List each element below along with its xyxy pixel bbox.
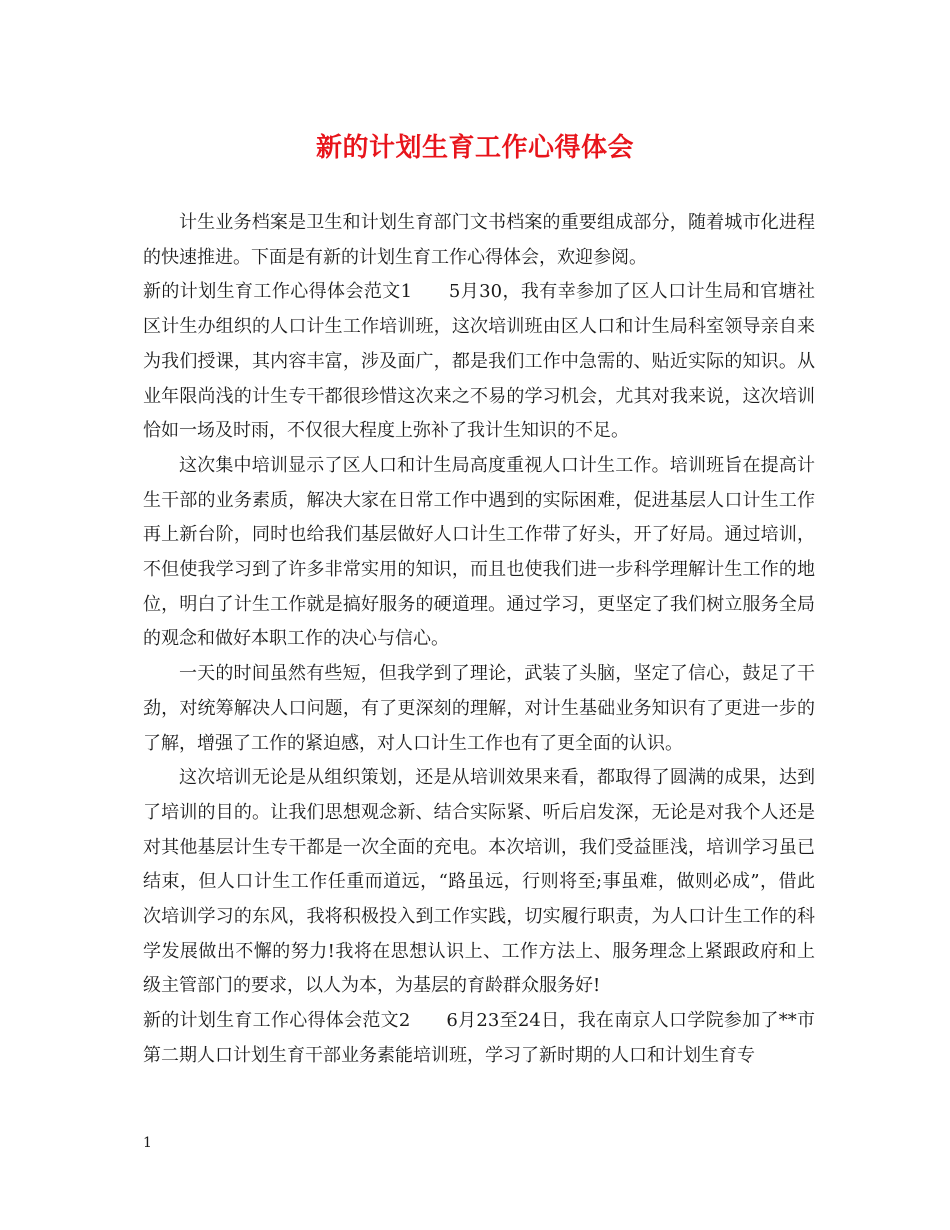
paragraph-sample-1: [143, 275, 815, 449]
section-label-sample-2: 新的计划生育工作心得体会范文2: [143, 1010, 411, 1032]
label-spacer: [412, 281, 449, 302]
paragraph-training-significance: 这次集中培训显示了区人口和计生局高度重视人口计生工作。培训班旨在提高计生干部的业务素质，解决大家在日常工作中遇到的实际困难，促进基层人口计生工作再上新台阶，同时也给我们基层做好人口计生工作带了好头，开了好局。通过培训，不但使我学习到了许多非常实用的知识，而且也使我们进一步科学理解计生工作的地位，明白了计生工作就是搞好服务的硬道理。通过学习，更坚定了我们树立服务全局的观念和做好本职工作的决心与信心。: [143, 454, 815, 650]
paragraph-intro: 计生业务档案是卫生和计划生育部门文书档案的重要组成部分，随着城市化进程的快速推进。下面是有新的计划生育工作心得体会，欢迎参阅。: [143, 212, 815, 268]
paragraph-sample-1-text: 5月30，我有幸参加了区人口计生局和官塘社区计生办组织的人口计生工作培训班，这次培训班由区人口和计生局科室领导亲自来为我们授课，其内容丰富，涉及面广，都是我们工作中急需的、贴近实际的知识。从业年限尚浅的计生专干都很珍惜这次来之不易的学习机会，尤其对我来说，这次培训恰如一场及时雨，不仅很大程度上弥补了我计生知识的不足。: [143, 281, 815, 442]
section-label-sample-1: 新的计划生育工作心得体会范文1: [143, 281, 413, 303]
paragraph-training-results: 这次培训无论是从组织策划，还是从培训效果来看，都取得了圆满的成果，达到了培训的目的。让我们思想观念新、结合实际紧、听后启发深，无论是对我个人还是对其他基层计生专干都是一次全面的充电。本次培训，我们受益匪浅，培训学习虽已结束，但人口计生工作任重而道远，“路虽远，行则将至;事虽难，做则必成”，借此次培训学习的东风，我将积极投入到工作实践，切实履行职责，为人口计生工作的科学发展做出不懈的努力!我将在思想认识上、工作方法上、服务理念上紧跟政府和上级主管部门的要求，以人为本，为基层的育龄群众服务好!: [143, 767, 815, 997]
label-spacer: [410, 1010, 446, 1031]
page-number: 1: [143, 1135, 152, 1151]
paragraph-one-day: 一天的时间虽然有些短，但我学到了理论，武装了头脑，坚定了信心，鼓足了干劲，对统筹解决人口问题，有了更深刻的理解，对计生基础业务知识有了更进一步的了解，增强了工作的紧迫感，对人口计生工作也有了更全面的认识。: [143, 663, 815, 754]
document-title: 新的计划生育工作心得体会: [315, 133, 634, 163]
paragraph-sample-2-text: 6月23至24日，我在南京人口学院参加了**市第二期人口计划生育干部业务素能培训班，学习了新时期的人口和计划生育专: [143, 1010, 815, 1066]
document-body: [143, 206, 815, 1074]
paragraph-sample-2: [143, 1004, 815, 1073]
